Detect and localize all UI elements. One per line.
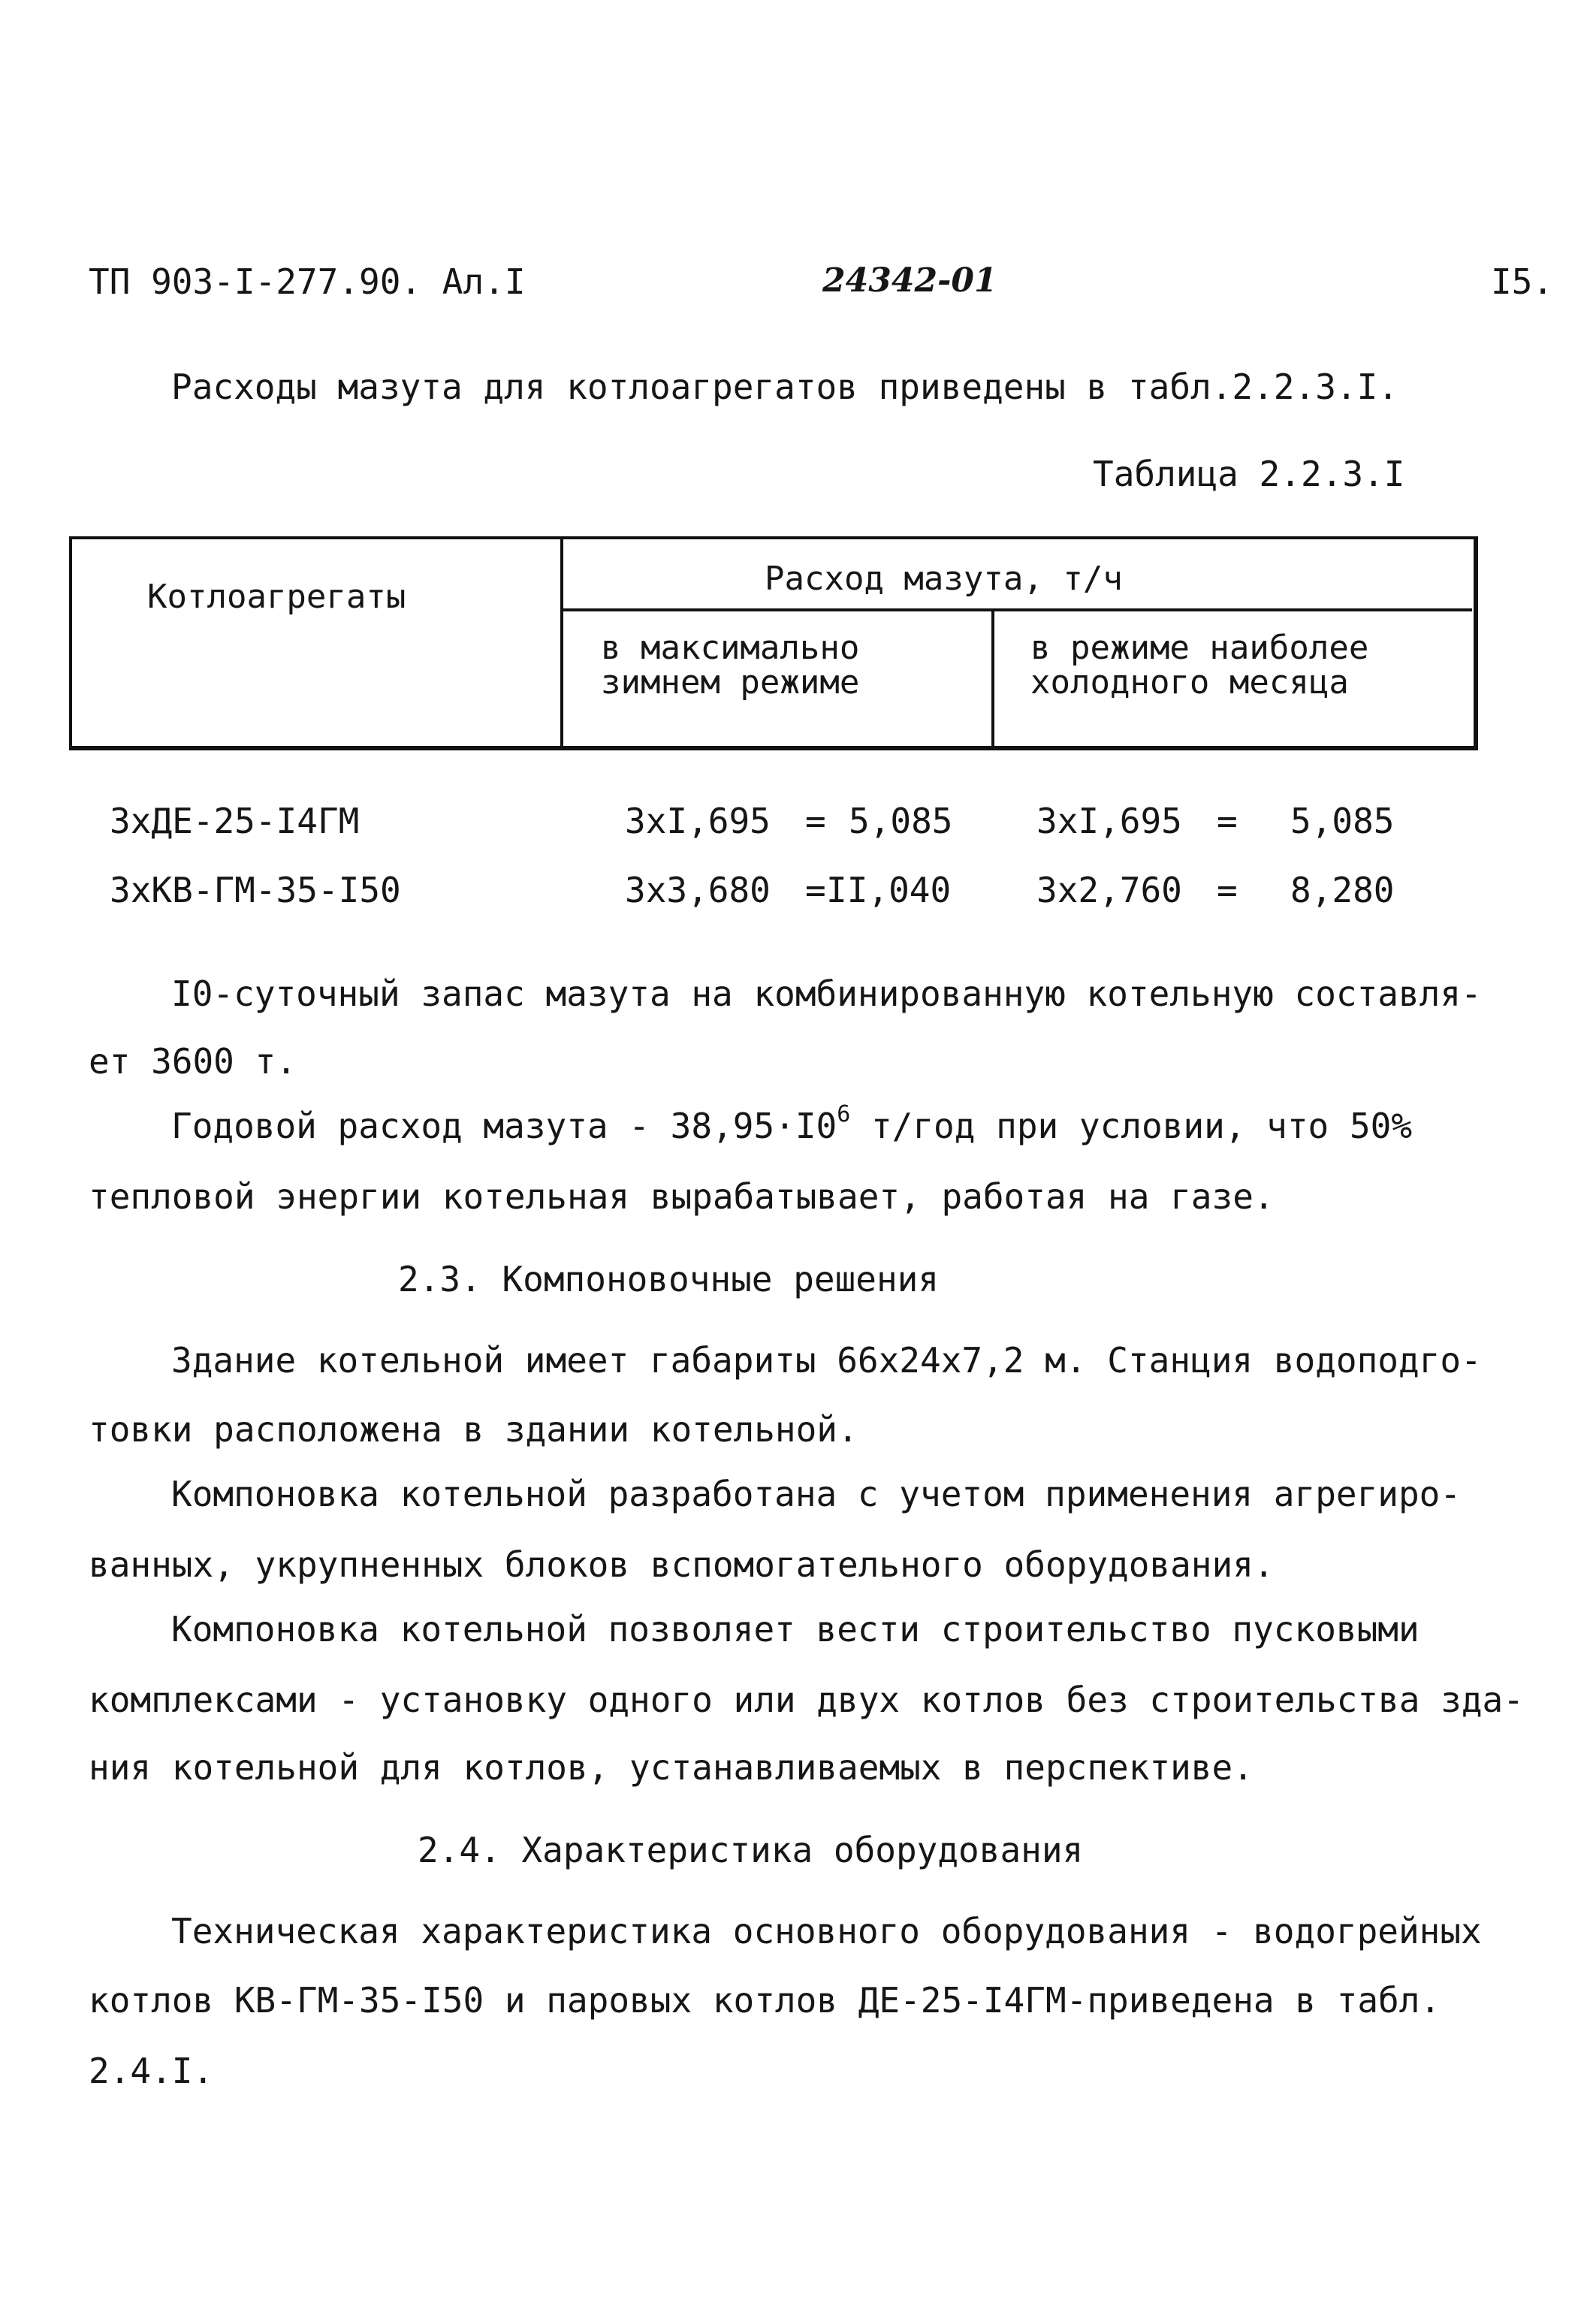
inventory-number: 24342-01 <box>822 261 997 300</box>
table-row-1-cold-value: 5,085 <box>1290 801 1395 841</box>
table-divider-vertical-1 <box>560 538 563 747</box>
equipment-paragraph-line2: котлов КВ-ГМ-35-I50 и паровых котлов ДЕ-25-I4ГМ-приведена в табл. <box>89 1980 1441 2021</box>
document-code: ТП 903-I-277.90. Ал.I <box>89 261 526 302</box>
phasing-paragraph-line2: комплексами - установку одного или двух котлов без строительства зда- <box>89 1680 1524 1720</box>
exponent: 6 <box>837 1101 851 1127</box>
page-number: I5. <box>1491 261 1554 302</box>
table-row-2-unit: 3хКВ-ГМ-35-I50 <box>110 870 401 910</box>
layout-paragraph-line2: ванных, укрупненных блоков вспомогательного оборудования. <box>89 1544 1275 1585</box>
table-row-1-cold-eq: = <box>1217 801 1238 841</box>
subheader-max-winter-line1: в максимально <box>601 629 860 667</box>
annual-consumption-text-a: Годовой расход мазута - 38,95·I0 <box>171 1106 837 1146</box>
annual-consumption-line1 <box>171 1101 1413 1146</box>
section-heading-2-3: 2.3. Компоновочные решения <box>398 1259 940 1299</box>
annual-consumption-text-b: т/год при условии, что 50% <box>850 1106 1413 1146</box>
table-row-2-cold-eq: = <box>1217 870 1238 910</box>
building-paragraph-line1: Здание котельной имеет габариты 66х24х7,2 м. Станция водоподго- <box>171 1340 1482 1381</box>
table-row-1-max-calc: 3хI,695 <box>625 801 771 841</box>
table-row-2-cold-calc: 3х2,760 <box>1036 870 1182 910</box>
layout-paragraph-line1: Компоновка котельной разработана с учетом применения агрегиро- <box>171 1474 1462 1514</box>
equipment-paragraph-line1: Техническая характеристика основного оборудования - водогрейных <box>171 1911 1482 1951</box>
phasing-paragraph-line1: Компоновка котельной позволяет вести строительство пусковыми <box>171 1609 1420 1650</box>
table-row-1-max-value: 5,085 <box>849 801 953 841</box>
table-row-2-max-calc: 3х3,680 <box>625 870 771 910</box>
subheader-coldest-month-line2: холодного месяца <box>1030 663 1349 702</box>
table-divider-horizontal <box>562 608 1472 611</box>
table-row-2-max-value: II,040 <box>826 870 952 910</box>
column-group-header-consumption: Расход мазута, т/ч <box>765 560 1123 598</box>
phasing-paragraph-line3: ния котельной для котлов, устанавливаемых в перспективе. <box>89 1747 1254 1788</box>
table-row-2-cold-value: 8,280 <box>1290 870 1395 910</box>
subheader-coldest-month-line1: в режиме наиболее <box>1030 629 1369 667</box>
subheader-max-winter-line2: зимнем режиме <box>601 663 860 702</box>
reserve-paragraph-line1: I0-суточный запас мазута на комбинированную котельную составля- <box>171 973 1482 1014</box>
annual-consumption-line2: тепловой энергии котельная вырабатывает, работая на газе. <box>89 1176 1275 1217</box>
table-row-2-max-eq: = <box>805 870 826 910</box>
column-header-units: Котлоагрегаты <box>147 578 406 616</box>
table-row-1-max-eq: = <box>805 801 826 841</box>
reserve-paragraph-line2: ет 3600 т. <box>89 1041 297 1082</box>
table-row-1-unit: 3хДЕ-25-I4ГМ <box>110 801 360 841</box>
equipment-paragraph-line3: 2.4.I. <box>89 2051 214 2091</box>
section-heading-2-4: 2.4. Характеристика оборудования <box>418 1830 1084 1870</box>
table-divider-vertical-2 <box>991 610 994 747</box>
table-row-1-cold-calc: 3хI,695 <box>1036 801 1182 841</box>
intro-paragraph: Расходы мазута для котлоагрегатов приведены в табл.2.2.3.I. <box>171 367 1398 407</box>
building-paragraph-line2: товки расположена в здании котельной. <box>89 1409 858 1450</box>
table-caption: Таблица 2.2.3.I <box>1093 454 1405 494</box>
